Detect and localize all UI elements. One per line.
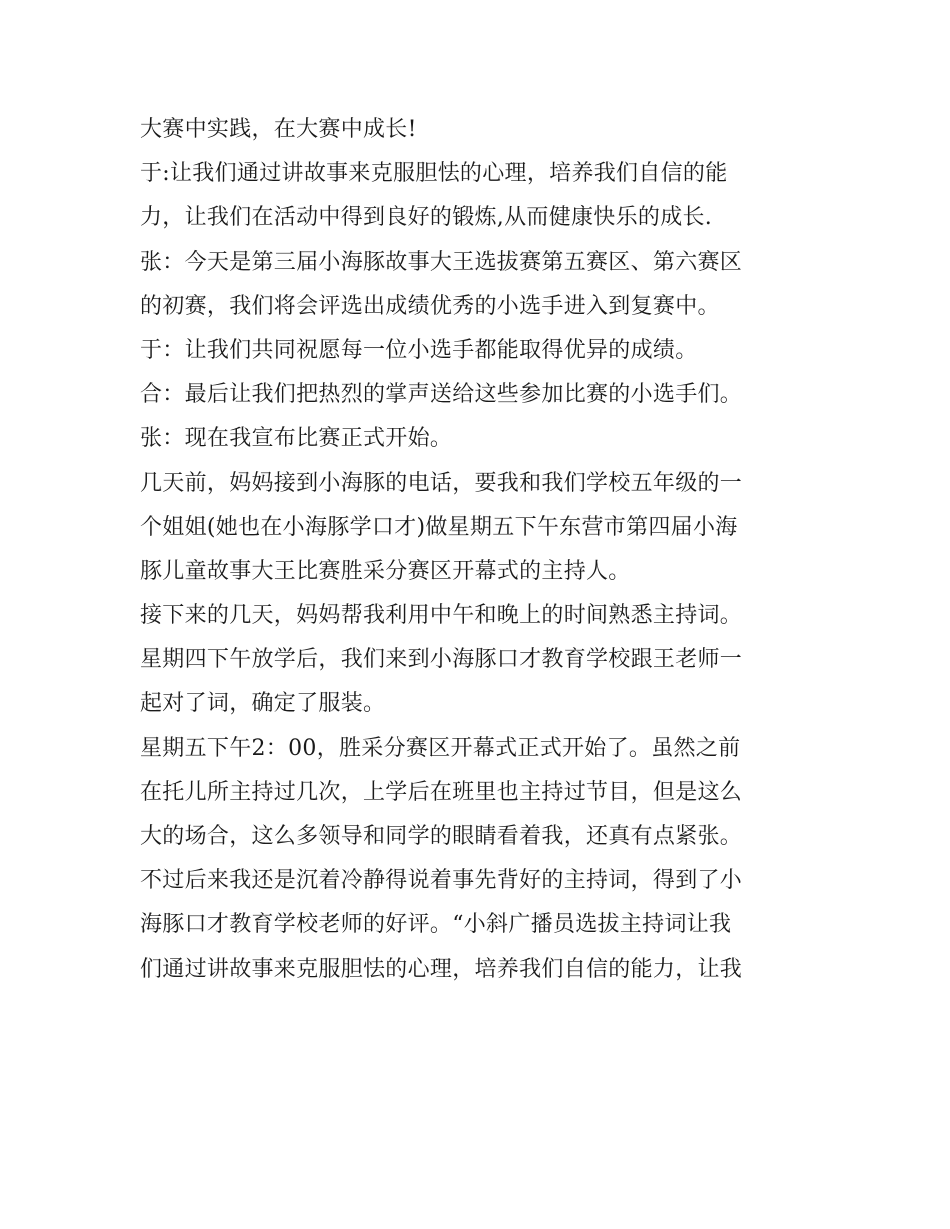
text-line: 星期四下午放学后，我们来到小海豚口才教育学校跟王老师一: [140, 647, 743, 673]
text-line: 海豚口才教育学校老师的好评。“小斜广播员选拔主持词让我: [140, 912, 732, 938]
text-line: 合：最后让我们把热烈的掌声送给这些参加比赛的小选手们。: [140, 382, 743, 408]
text-line: 于：让我们共同祝愿每一位小选手都能取得优异的成绩。: [140, 337, 698, 363]
text-line: 个姐姐(她也在小海豚学口才)做星期五下午东营市第四届小海: [140, 514, 738, 540]
text-line: 的初赛，我们将会评选出成绩优秀的小选手进入到复赛中。: [140, 293, 720, 319]
text-line: 接下来的几天，妈妈帮我利用中午和晚上的时间熟悉主持词。: [140, 603, 743, 629]
text-line: 起对了词，确定了服装。: [140, 691, 386, 717]
text-line: 力，让我们在活动中得到良好的锻炼,从而健康快乐的成长.: [140, 205, 713, 231]
text-line: 豚儿童故事大王比赛胜采分赛区开幕式的主持人。: [140, 558, 631, 584]
text-line: 张：今天是第三届小海豚故事大王选拔赛第五赛区、第六赛区: [140, 249, 743, 275]
text-line: 在托儿所主持过几次，上学后在班里也主持过节目，但是这么: [140, 779, 743, 805]
text-line: 不过后来我还是沉着冷静得说着事先背好的主持词，得到了小: [140, 868, 743, 894]
text-line: 大赛中实践，在大赛中成长!: [140, 117, 417, 142]
text-line: 们通过讲故事来克服胆怯的心理，培养我们自信的能力，让我: [140, 956, 743, 982]
document-body: [140, 108, 820, 992]
text-line: 大的场合，这么多领导和同学的眼睛看着我，还真有点紧张。: [140, 824, 743, 849]
text-line: 几天前，妈妈接到小海豚的电话，要我和我们学校五年级的一: [140, 470, 743, 496]
text-line: 星期五下午2：00，胜采分赛区开幕式正式开始了。虽然之前: [140, 735, 741, 761]
text-line: 张：现在我宣布比赛正式开始。: [140, 426, 453, 452]
text-line: 于:让我们通过讲故事来克服胆怯的心理，培养我们自信的能: [140, 161, 728, 187]
